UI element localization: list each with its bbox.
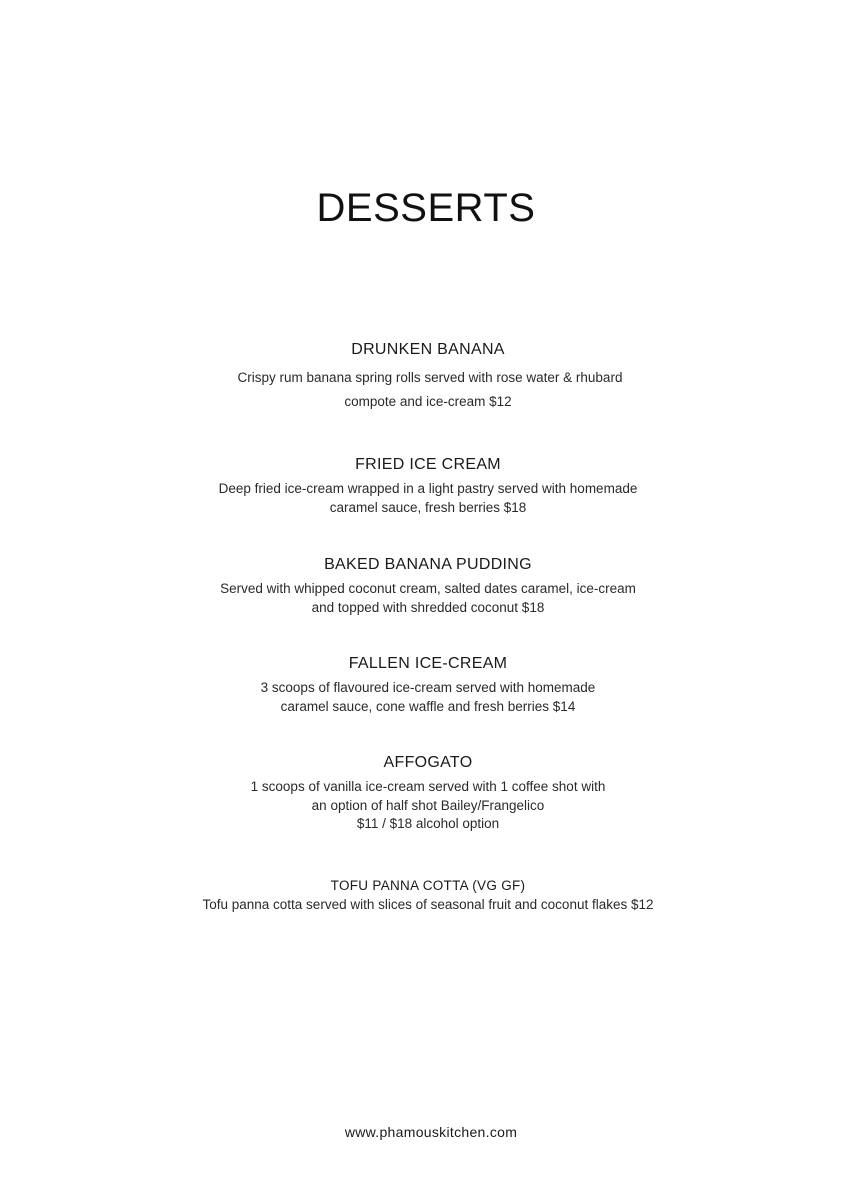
menu-item-fried-ice-cream bbox=[0, 455, 848, 517]
description-line: compote and ice-cream $12 bbox=[344, 394, 512, 409]
menu-item-affogato bbox=[0, 753, 848, 834]
menu-item-fallen-ice-cream bbox=[0, 654, 848, 716]
menu-item-name: FALLEN ICE-CREAM bbox=[348, 655, 508, 672]
menu-item-name: AFFOGATO bbox=[383, 754, 473, 771]
footer-website: www.phamouskitchen.com bbox=[344, 1124, 518, 1140]
menu-item-description bbox=[0, 580, 848, 617]
menu-item-name: TOFU PANNA COTTA (VG GF) bbox=[330, 878, 526, 893]
menu-item-name: FRIED ICE CREAM bbox=[355, 456, 501, 473]
description-line: 3 scoops of flavoured ice-cream served with homemade bbox=[260, 680, 596, 695]
menu-item-baked-banana-pudding bbox=[0, 555, 848, 617]
menu-item-tofu-panna-cotta bbox=[0, 878, 848, 915]
description-line: Tofu panna cotta served with slices of seasonal fruit and coconut flakes $12 bbox=[202, 897, 654, 912]
menu-item-description bbox=[0, 896, 848, 915]
menu-item-description bbox=[0, 679, 848, 716]
description-line: Crispy rum banana spring rolls served with rose water & rhubard bbox=[237, 370, 623, 385]
menu-item-description bbox=[0, 480, 848, 517]
menu-item-name: DRUNKEN BANANA bbox=[351, 341, 505, 358]
menu-item-name: BAKED BANANA PUDDING bbox=[324, 556, 532, 573]
description-line: 1 scoops of vanilla ice-cream served with 1 coffee shot with bbox=[250, 779, 606, 794]
description-line: Served with whipped coconut cream, salted dates caramel, ice-cream bbox=[220, 581, 636, 596]
description-line: an option of half shot Bailey/Frangelico bbox=[311, 797, 545, 813]
description-line: $11 / $18 alcohol option bbox=[356, 816, 500, 831]
menu-item-description bbox=[0, 366, 848, 414]
description-line: caramel sauce, cone waffle and fresh berries $14 bbox=[280, 698, 576, 714]
page-title: DESSERTS bbox=[316, 186, 536, 230]
menu-item-description bbox=[0, 778, 848, 834]
description-line: and topped with shredded coconut $18 bbox=[311, 599, 545, 615]
description-line: caramel sauce, fresh berries $18 bbox=[329, 499, 527, 515]
description-line: Deep fried ice-cream wrapped in a light pastry served with homemade bbox=[218, 481, 638, 496]
menu-item-drunken-banana bbox=[0, 340, 848, 414]
